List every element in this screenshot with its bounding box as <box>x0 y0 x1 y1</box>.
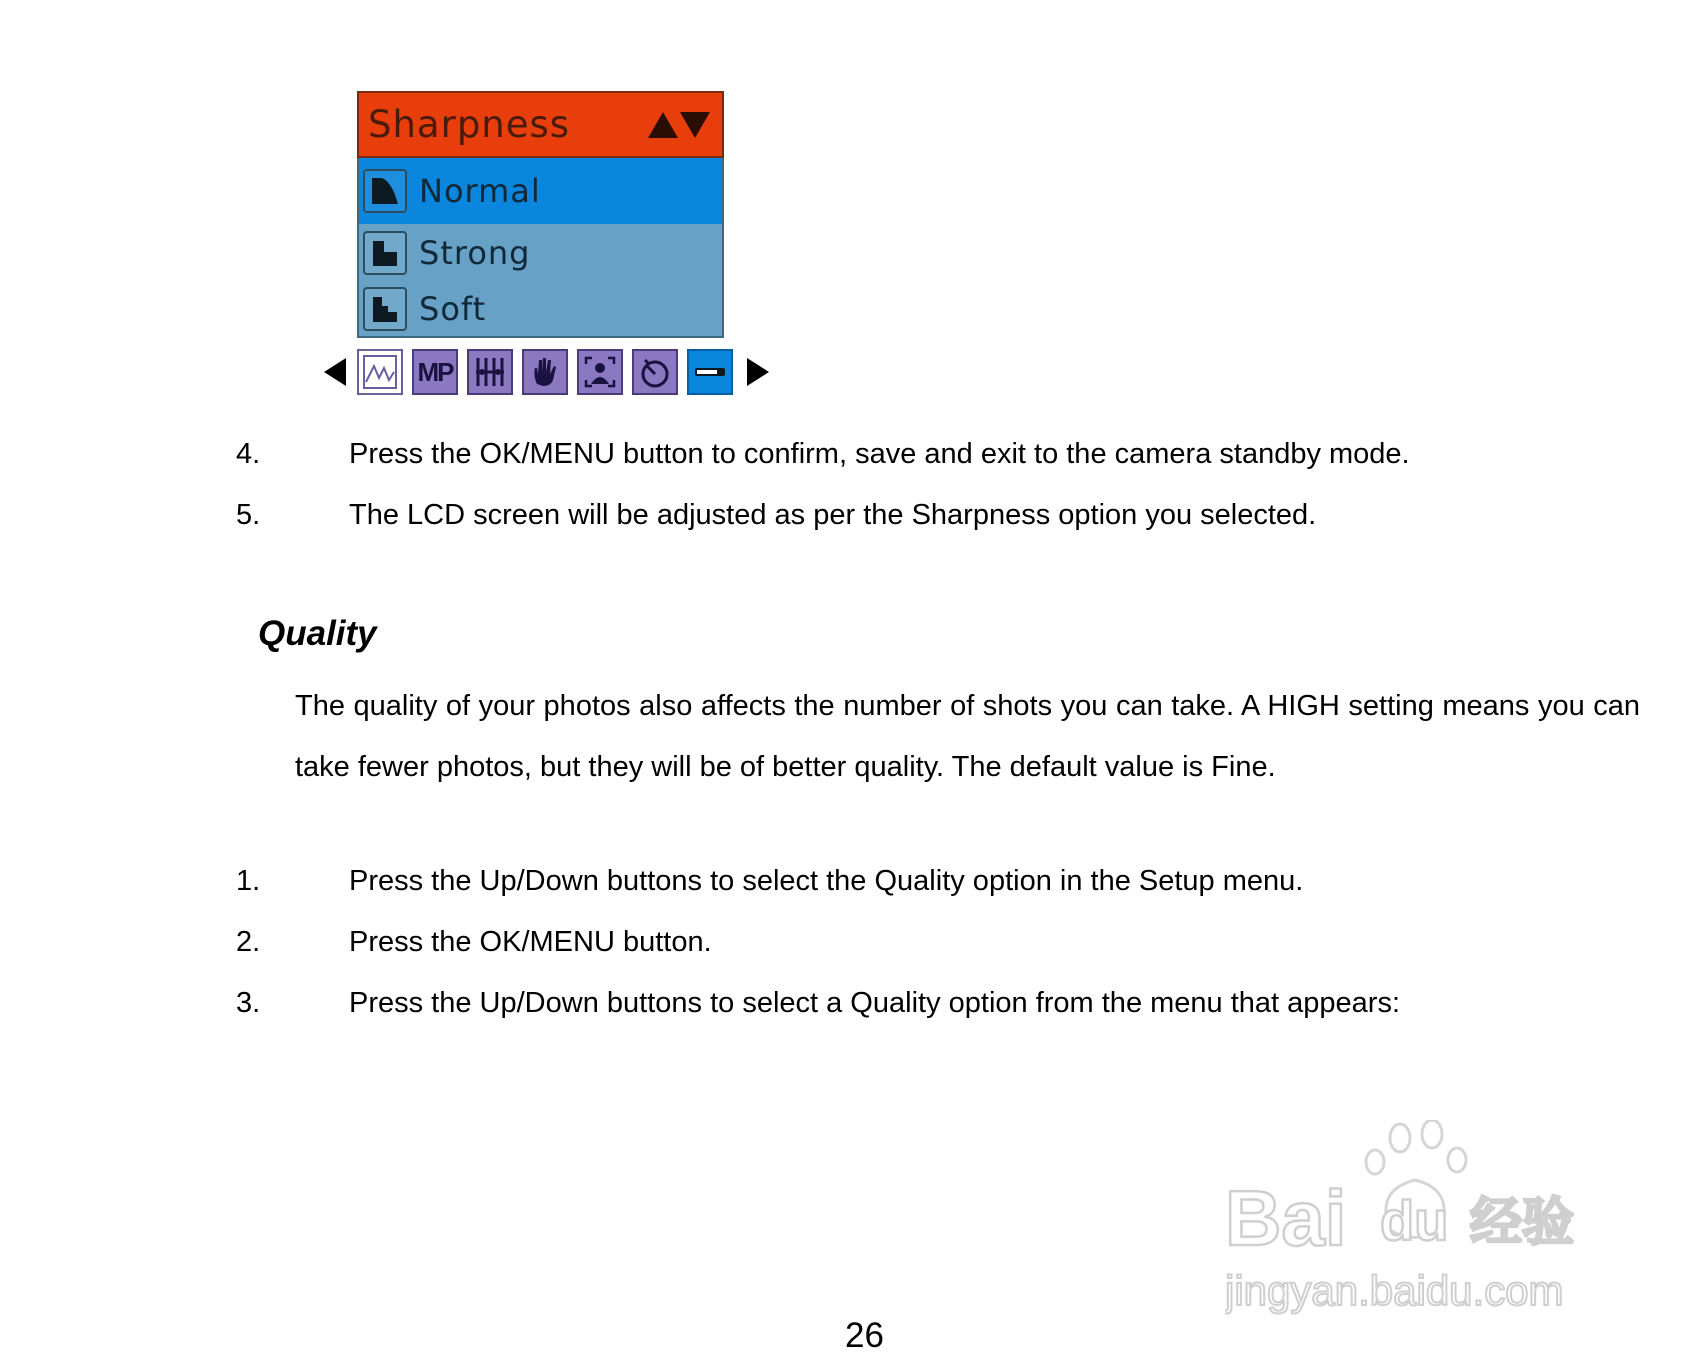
svg-text:经验: 经验 <box>1470 1193 1575 1253</box>
step-number: 4. <box>236 438 261 470</box>
self-timer-icon[interactable] <box>632 349 678 395</box>
white-balance-icon[interactable] <box>467 349 513 395</box>
step-number: 5. <box>236 499 261 531</box>
baidu-watermark-logo <box>1225 1120 1625 1320</box>
section-paragraph: The quality of your photos also affects the number of shots you can take. A HIGH setting means you can take fewer photos, but they will be of better quality. The default value is Fine. <box>295 690 1640 783</box>
menu-item-normal[interactable] <box>357 158 724 224</box>
menu-item-label: Strong <box>419 233 531 272</box>
menu-item-label: Normal <box>419 172 541 210</box>
menu-item-soft[interactable] <box>357 281 724 338</box>
up-down-arrows-icon <box>648 112 710 138</box>
step-text: Press the OK/MENU button. <box>349 926 712 958</box>
right-arrow-icon[interactable] <box>747 358 769 386</box>
step-text: Press the Up/Down buttons to select the Quality option in the Setup menu. <box>349 865 1304 897</box>
mp-label: MP <box>417 356 453 387</box>
svg-text:du: du <box>1380 1189 1449 1252</box>
anti-shake-icon[interactable] <box>522 349 568 395</box>
svg-text:Bai: Bai <box>1225 1174 1347 1262</box>
face-detect-icon[interactable] <box>577 349 623 395</box>
step-text: Press the OK/MENU button to confirm, save and exit to the camera standby mode. <box>349 438 1410 470</box>
step-number: 3. <box>236 987 261 1019</box>
down-arrow-icon <box>680 112 710 138</box>
menu-item-label: Soft <box>419 289 487 328</box>
step-number: 2. <box>236 926 261 958</box>
scene-icon[interactable] <box>357 349 403 395</box>
left-arrow-icon[interactable] <box>324 358 346 386</box>
menu-item-strong[interactable] <box>357 224 724 281</box>
page-number: 26 <box>845 1316 884 1355</box>
sharpness-menu <box>357 91 724 338</box>
step-number: 1. <box>236 865 261 897</box>
menu-title: Sharpness <box>368 103 571 146</box>
sharpness-normal-icon <box>363 169 407 213</box>
setup-wrench-icon[interactable] <box>687 349 733 395</box>
menu-toolbar <box>324 348 769 396</box>
sharpness-strong-icon <box>363 231 407 275</box>
step-text: The LCD screen will be adjusted as per the Sharpness option you selected. <box>349 499 1317 531</box>
menu-header <box>357 91 724 158</box>
mp-icon[interactable] <box>412 349 458 395</box>
svg-text:jingyan.baidu.com: jingyan.baidu.com <box>1225 1267 1564 1314</box>
section-title: Quality <box>258 614 377 653</box>
sharpness-soft-icon <box>363 287 407 331</box>
up-arrow-icon <box>648 112 678 138</box>
step-text: Press the Up/Down buttons to select a Quality option from the menu that appears: <box>349 987 1401 1019</box>
